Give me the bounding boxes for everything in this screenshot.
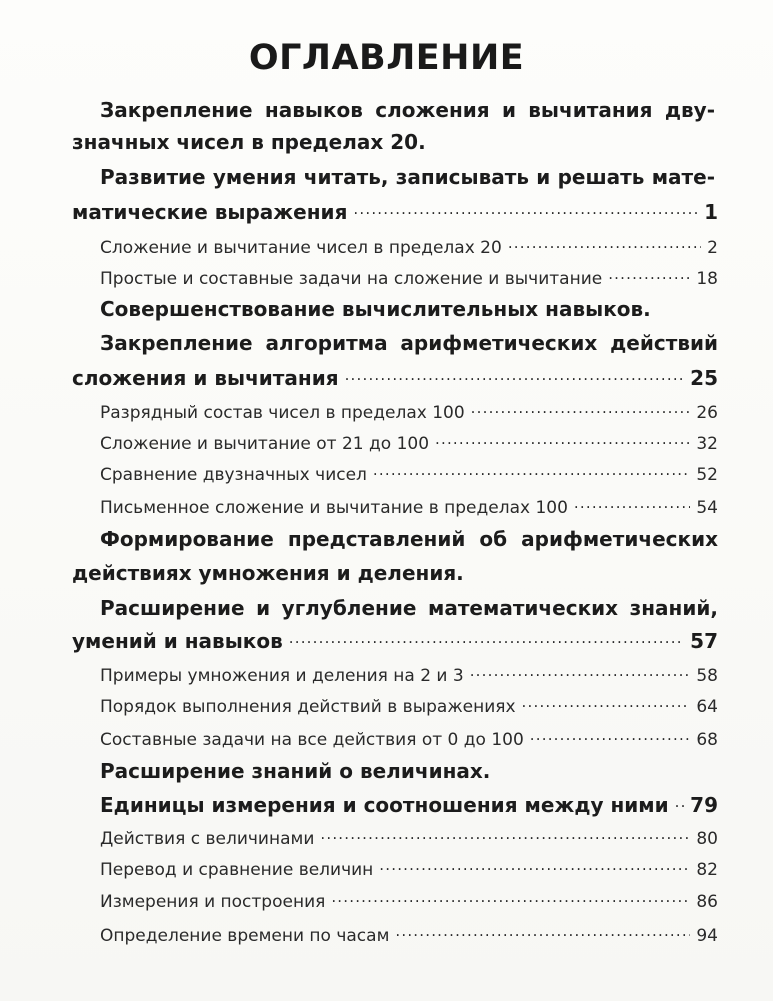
toc-entry-text: Разрядный состав чисел в пределах 100 [100, 403, 465, 423]
dot-leader [522, 698, 691, 715]
toc-heading-line [100, 98, 715, 122]
dot-leader [379, 861, 690, 878]
toc-heading-text: сложения и вычитания [72, 366, 339, 390]
toc-entry[interactable] [100, 827, 718, 849]
toc-heading-text: Расширение знаний о величинах. [100, 759, 491, 783]
toc-heading-line [100, 297, 651, 321]
toc-entry[interactable] [100, 728, 718, 750]
dot-leader [435, 435, 690, 452]
toc-entry-text: Определение времени по часам [100, 926, 390, 946]
toc-entry[interactable] [100, 236, 718, 258]
toc-entry[interactable] [100, 858, 718, 880]
toc-entry-text: Измерения и построения [100, 892, 326, 912]
toc-entry-text: Письменное сложение и вычитание в пределах 100 [100, 498, 568, 518]
page-number: 86 [696, 892, 718, 912]
toc-heading-text: Расширение и углубление математических знаний, [100, 596, 718, 620]
dot-leader [530, 731, 691, 748]
toc-heading-line [72, 130, 426, 154]
toc-heading-line [100, 331, 718, 355]
page-number: 79 [690, 793, 718, 817]
toc-heading-text: Единицы измерения и соотношения между ними [100, 793, 669, 817]
toc-heading-text: Совершенствование вычислительных навыков. [100, 297, 651, 321]
page-number: 68 [696, 730, 718, 750]
toc-entry-text: Перевод и сравнение величин [100, 860, 374, 880]
toc-entry[interactable] [100, 432, 718, 454]
dot-leader [353, 202, 698, 222]
page-number: 52 [696, 465, 718, 485]
toc-entry-text: Порядок выполнения действий в выражениях [100, 697, 516, 717]
dot-leader [289, 631, 684, 651]
dot-leader [508, 239, 701, 256]
page-number: 54 [696, 498, 718, 518]
toc-entry-text: Сложение и вычитание от 21 до 100 [100, 434, 430, 454]
toc-entry[interactable] [100, 695, 718, 717]
toc-entry[interactable] [72, 365, 718, 390]
page-number: 1 [704, 200, 718, 224]
dot-leader [574, 499, 690, 516]
toc-heading-text: значных чисел в пределах 20. [72, 130, 426, 154]
dot-leader [320, 830, 690, 847]
toc-entry[interactable] [100, 496, 718, 518]
toc-entry-text: Примеры умножения и деления на 2 и 3 [100, 666, 464, 686]
toc-entry-text: Сложение и вычитание чисел в пределах 20 [100, 238, 502, 258]
page-number: 82 [696, 860, 718, 880]
toc-heading-line [100, 527, 718, 551]
toc-entry[interactable] [100, 401, 718, 423]
toc-heading-text: Закрепление навыков сложения и вычитания дву- [100, 98, 715, 122]
toc-heading-line [72, 561, 464, 585]
dot-leader [345, 368, 685, 388]
toc-entry[interactable] [72, 628, 718, 653]
toc-heading-text: матические выражения [72, 200, 348, 224]
page-number: 64 [696, 697, 718, 717]
page-number: 80 [696, 829, 718, 849]
dot-leader [331, 893, 690, 910]
toc-heading-line [100, 165, 715, 189]
page-number: 26 [696, 403, 718, 423]
toc-entry[interactable] [100, 664, 718, 686]
toc-entry-text: Сравнение двузначных чисел [100, 465, 367, 485]
toc-entry-text: Простые и составные задачи на сложение и вычитание [100, 269, 603, 289]
dot-leader [675, 795, 684, 815]
toc-entry[interactable] [100, 792, 718, 817]
toc-entry[interactable] [100, 890, 718, 912]
page-number: 58 [696, 666, 718, 686]
toc-entry[interactable] [100, 267, 718, 289]
toc-entry[interactable] [100, 463, 718, 485]
page-number: 2 [707, 238, 718, 258]
dot-leader [373, 466, 690, 483]
toc-heading-text: Развитие умения читать, записывать и решать мате- [100, 165, 715, 189]
toc-entry-text: Действия с величинами [100, 829, 315, 849]
dot-leader [395, 927, 690, 944]
toc-heading-line [100, 759, 490, 783]
dot-leader [470, 667, 691, 684]
page-number: 57 [690, 629, 718, 653]
dot-leader [471, 404, 691, 421]
page-number: 32 [696, 434, 718, 454]
toc-entry[interactable] [100, 924, 718, 946]
page-number: 94 [696, 926, 718, 946]
toc-heading-text: Формирование представлений об арифметических [100, 527, 718, 551]
page-number: 25 [690, 366, 718, 390]
dot-leader [608, 270, 690, 287]
toc-heading-line [100, 596, 718, 620]
toc-heading-text: Закрепление алгоритма арифметических действий [100, 331, 718, 355]
toc-entry-text: Составные задачи на все действия от 0 до 100 [100, 730, 524, 750]
page-title: ОГЛАВЛЕНИЕ [248, 38, 525, 78]
page-number: 18 [696, 269, 718, 289]
toc-heading-text: действиях умножения и деления. [72, 561, 464, 585]
toc-heading-text: умений и навыков [72, 629, 283, 653]
toc-entry[interactable] [72, 199, 718, 224]
